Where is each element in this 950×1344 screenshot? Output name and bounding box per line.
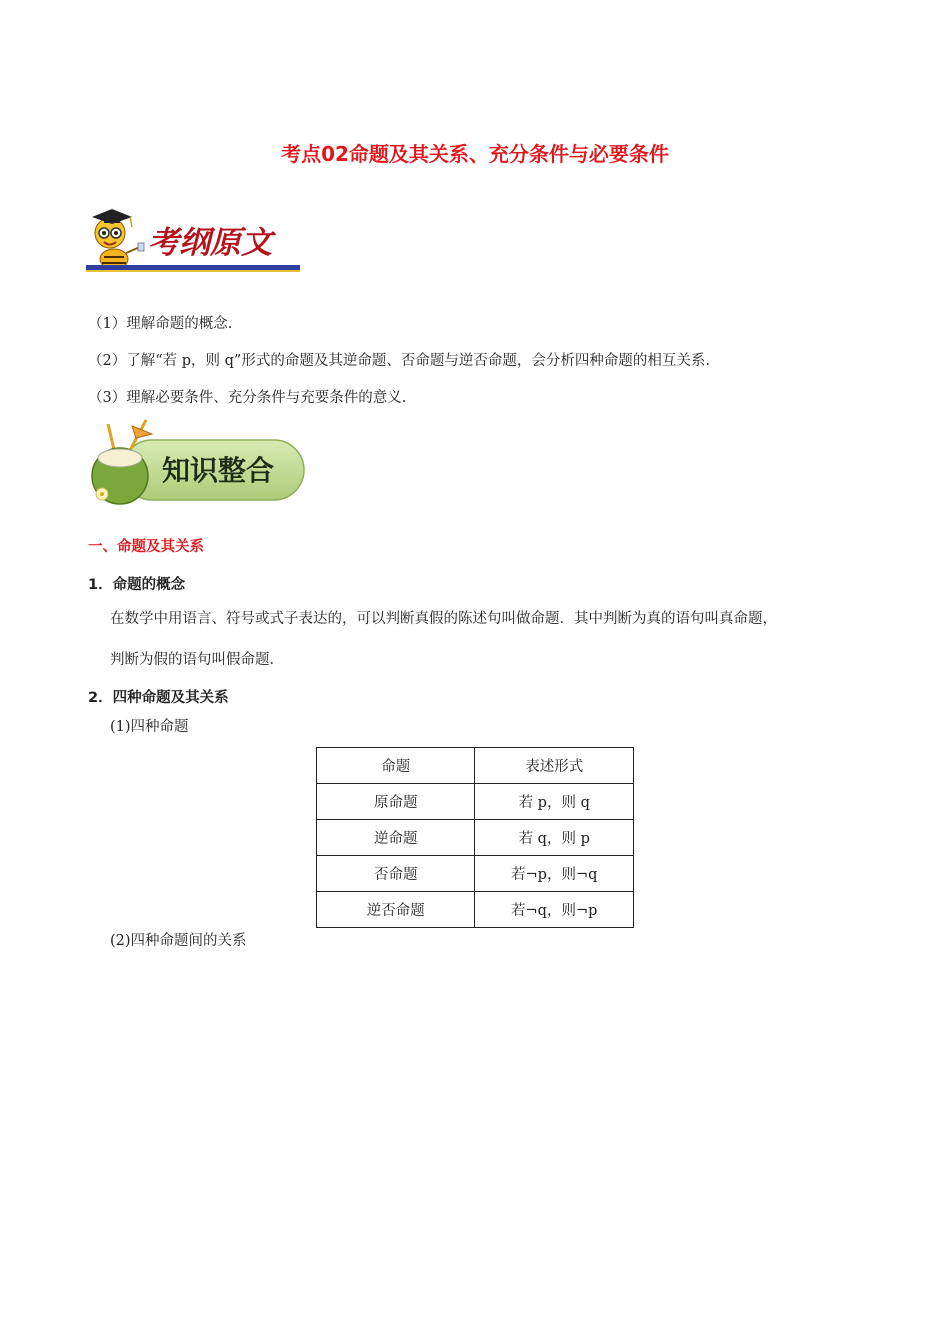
graduation-bee-icon: [92, 209, 144, 269]
concept-paragraph-line-1: 在数学中用语言、符号或式子表达的，可以判断真假的陈述句叫做命题．其中判断为真的语句叫真命题，: [110, 611, 777, 627]
table-row: [317, 892, 634, 928]
table-header-cell: 表述形式: [475, 748, 634, 784]
exam-outline-banner-text: 考纲原文: [148, 225, 272, 261]
exam-outline-banner: [82, 203, 304, 278]
table-cell: 否命题: [317, 856, 475, 892]
subsection-heading-concept: 1．命题的概念: [88, 577, 186, 593]
table-cell: 逆命题: [317, 820, 475, 856]
table-cell: 若 p，则 q: [475, 784, 634, 820]
outline-item-1: （1）理解命题的概念.: [88, 316, 233, 332]
table-row: [317, 856, 634, 892]
four-propositions-item-2: (2)四种命题间的关系: [110, 933, 247, 949]
table-cell: 若¬q，则¬p: [475, 892, 634, 928]
table-cell: 若 q，则 p: [475, 820, 634, 856]
knowledge-banner: [86, 418, 308, 510]
knowledge-banner-text: 知识整合: [162, 454, 275, 487]
section-heading-propositions: 一、命题及其关系: [88, 539, 204, 555]
table-cell: 原命题: [317, 784, 475, 820]
outline-item-3: （3）理解必要条件、充分条件与充要条件的意义.: [88, 390, 407, 406]
table-header-cell: 命题: [317, 748, 475, 784]
table-cell: 若¬p，则¬q: [475, 856, 634, 892]
four-propositions-item-1: (1)四种命题: [110, 719, 189, 735]
subsection-heading-four-propositions: 2．四种命题及其关系: [88, 690, 229, 706]
table-header-row: [317, 748, 634, 784]
coconut-drink-icon: [92, 420, 152, 504]
concept-paragraph-line-2: 判断为假的语句叫假命题．: [110, 652, 284, 668]
four-propositions-table: [316, 747, 634, 928]
page-title: 考点02命题及其关系、充分条件与必要条件: [281, 142, 669, 166]
outline-item-2: （2）了解“若 p，则 q”形式的命题及其逆命题、否命题与逆否命题，会分析四种命题的相互关系.: [88, 353, 710, 369]
table-row: [317, 784, 634, 820]
table-row: [317, 820, 634, 856]
table-cell: 逆否命题: [317, 892, 475, 928]
